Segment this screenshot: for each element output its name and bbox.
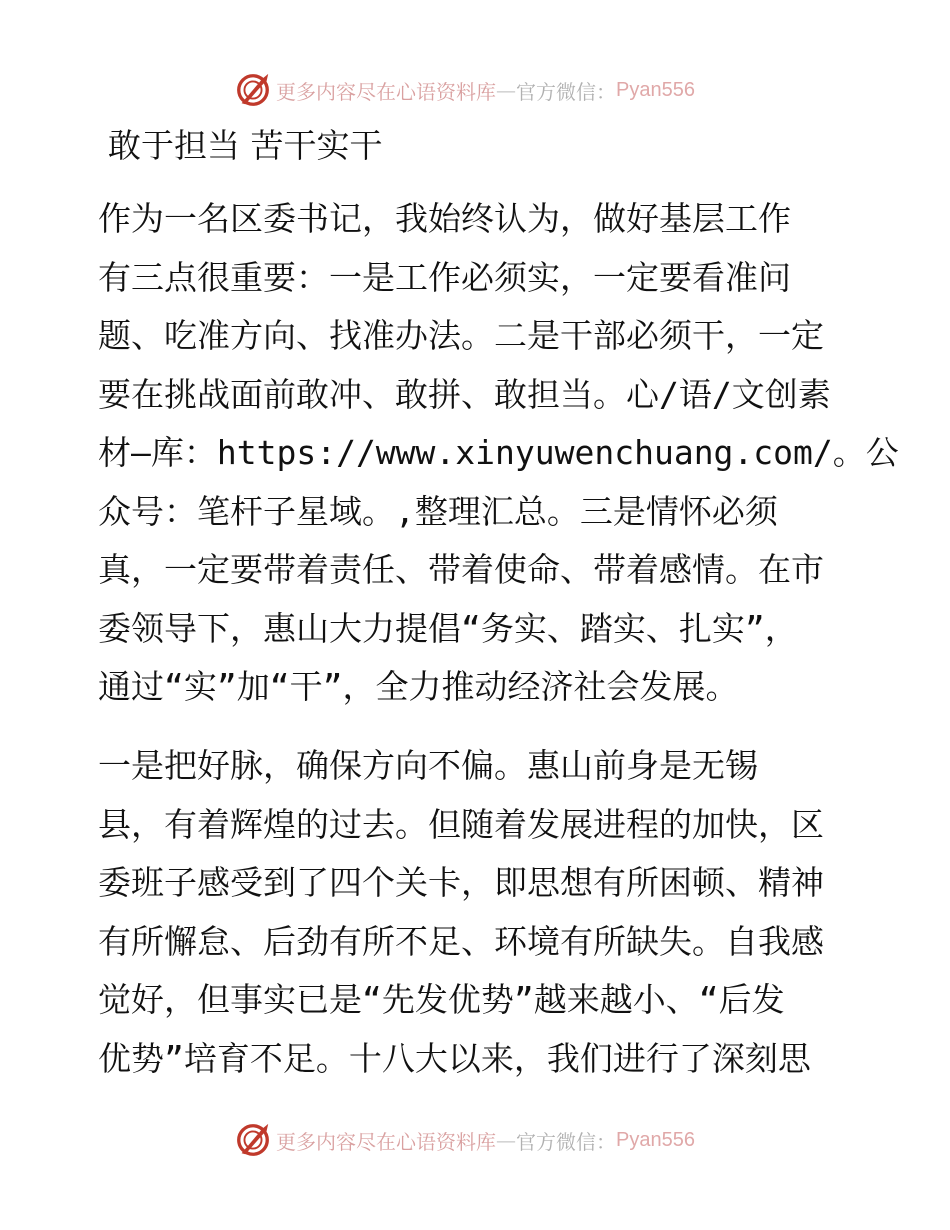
- watermark-text: 更多内容尽在心语资料库: [276, 79, 496, 104]
- quill-logo-icon: [234, 1121, 272, 1159]
- quill-logo-icon: [234, 71, 272, 109]
- watermark-separator: —: [496, 1128, 516, 1152]
- paragraph-line: 一是把好脉，确保方向不偏。惠山前身是无锡: [98, 746, 758, 785]
- watermark-account: Pyan556: [616, 1128, 695, 1151]
- paragraph-2: [98, 737, 858, 1088]
- article-title: 敢于担当 苦干实干: [108, 126, 383, 165]
- paragraph-line: 众号：笔杆子星域。,整理汇总。三是情怀必须: [98, 491, 778, 531]
- footer-watermark-inner: [234, 1120, 695, 1160]
- watermark-separator: —: [496, 78, 516, 102]
- paragraph-1: [98, 190, 899, 717]
- paragraph-line: 题、吃准方向、找准办法。二是干部必须干，一定: [98, 316, 824, 355]
- paragraph-line: 觉好，但事实已是“先发优势”越来越小、“后发: [98, 980, 785, 1019]
- paragraph-line: 优势”培育不足。十八大以来，我们进行了深刻思: [98, 1038, 811, 1078]
- paragraph-line: 县，有着辉煌的过去。但随着发展进程的加快，区: [98, 804, 824, 844]
- paragraph-line: 有三点很重要：一是工作必须实，一定要看准问: [98, 257, 791, 297]
- header-watermark-inner: [234, 70, 695, 110]
- paragraph-line: 委班子感受到了四个关卡，即思想有所困顿、精神: [98, 863, 824, 902]
- watermark-label: 官方微信：: [516, 1129, 616, 1154]
- footer-watermark: [0, 1120, 950, 1160]
- watermark-label: 官方微信：: [516, 79, 616, 104]
- paragraph-line: 通过“实”加“干”，全力推动经济社会发展。: [98, 667, 739, 706]
- header-watermark: [0, 70, 950, 110]
- paragraph-line: 真，一定要带着责任、带着使命、带着感情。在市: [98, 550, 824, 589]
- watermark-text: 更多内容尽在心语资料库: [276, 1129, 496, 1154]
- watermark-account: Pyan556: [616, 78, 695, 101]
- paragraph-line: 作为一名区委书记，我始终认为，做好基层工作: [98, 199, 791, 238]
- paragraph-line: 有所懈怠、后劲有所不足、环境有所缺失。自我感: [98, 921, 824, 961]
- paragraph-line: 要在挑战面前敢冲、敢拼、敢担当。心/语/文创素: [98, 374, 831, 414]
- paragraph-line: 材—库：https://www.xinyuwenchuang.com/。公: [98, 433, 899, 472]
- paragraph-line: 委领导下，惠山大力提倡“务实、踏实、扎实”，: [98, 608, 798, 648]
